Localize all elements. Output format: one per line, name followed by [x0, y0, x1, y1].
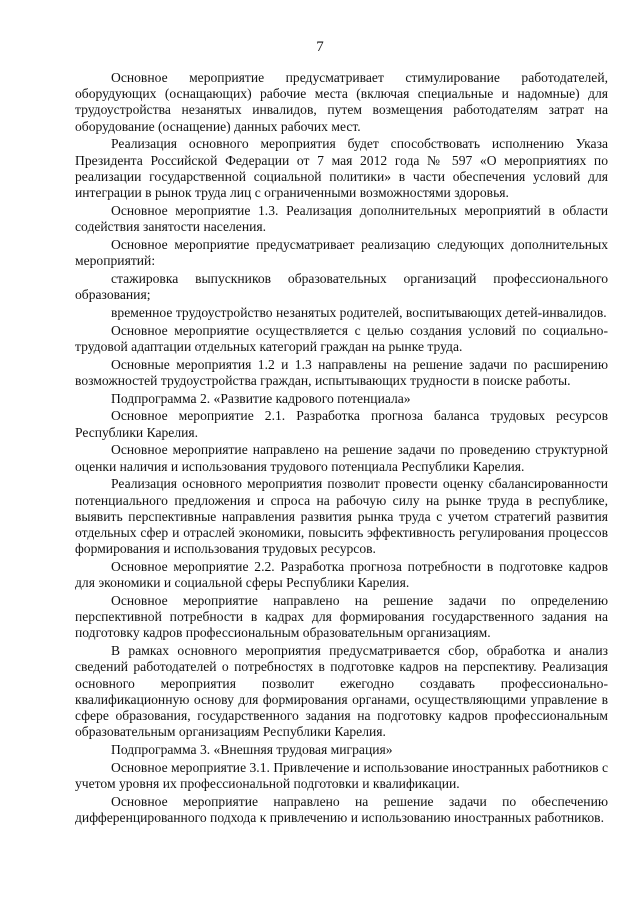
paragraph: Основное мероприятие осуществляется с целью создания условий по социально-трудовой адаптации отдельных категорий граждан на рынке труда. — [75, 322, 608, 354]
paragraph: Реализация основного мероприятия будет способствовать исполнению Указа Президента Российской Федерации от 7 мая 2012 года № 597 «О мероприятиях по реализации государственной социальной политики» в части обеспечения условий для интеграции в рынок труда лиц с ограниченными возможностями здоровья. — [75, 136, 608, 201]
page-number: 7 — [316, 39, 324, 55]
section-heading: Основное мероприятие 1.3. Реализация дополнительных мероприятий в области содействия занятости населения. — [75, 202, 608, 235]
paragraph: В рамках основного мероприятия предусматривается сбор, обработка и анализ сведений работодателей о потребностях в подготовке кадров на перспективу. Реализация основного мероприятия позволит ежегодно создавать профессионально-квалификационную основу для формирования органами, осуществляющими управление в сфере образования, государственного задания на подготовку кадров профессиональным образовательным организациям Республики Карелия. — [75, 643, 608, 740]
section-heading: Основное мероприятие 2.1. Разработка прогноза баланса трудовых ресурсов Республики Карелия. — [75, 408, 608, 440]
list-item: временное трудоустройство незанятых родителей, воспитывающих детей-инвалидов. — [111, 304, 607, 320]
paragraph: Основное мероприятие предусматривает реализацию следующих дополнительных мероприятий: — [75, 236, 608, 269]
paragraph: Основное мероприятие направлено на решение задачи по определению перспективной потребности в кадрах для формирования государственного задания на подготовку кадров профессиональным образовательным организациям. — [75, 593, 608, 641]
paragraph: Основное мероприятие направлено на решение задачи по обеспечению дифференцированного подхода к привлечению и использованию иностранных работников. — [75, 793, 608, 826]
paragraph: Основные мероприятия 1.2 и 1.3 направлены на решение задачи по расширению возможностей трудоустройства граждан, испытывающих трудности в поиске работы. — [75, 356, 608, 388]
document-body — [75, 70, 608, 828]
section-heading: Основное мероприятие 2.2. Разработка прогноза потребности в подготовке кадров для экономики и социальной сферы Республики Карелия. — [75, 559, 608, 591]
subprogram-heading: Подпрограмма 2. «Развитие кадрового потенциала» — [111, 390, 411, 406]
section-heading: Основное мероприятие 3.1. Привлечение и использование иностранных работников с учетом уровня их профессиональной подготовки и квалификации. — [75, 759, 608, 792]
subprogram-heading: Подпрограмма 3. «Внешняя трудовая миграция» — [111, 742, 393, 758]
list-item: стажировка выпускников образовательных организаций профессионального образования; — [75, 270, 608, 303]
paragraph: Основное мероприятие направлено на решение задачи по проведению структурной оценки наличия и использования трудового потенциала Республики Карелия. — [75, 442, 608, 474]
paragraph: Реализация основного мероприятия позволит провести оценку сбалансированности потенциального предложения и спроса на рабочую силу на рынке труда в республике, выявить перспективные направления развития рынка труда с учетом стратегий развития отдельных сфер и отраслей экономики, повысить эффективность регулирования процессов формирования и использования трудовых ресурсов. — [75, 476, 608, 557]
paragraph: Основное мероприятие предусматривает стимулирование работодателей, оборудующих (оснащающих) рабочие места (включая специальные и надомные) для трудоустройства незанятых инвалидов, путем возмещения работодателям затрат на оборудование (оснащение) данных рабочих мест. — [75, 70, 608, 134]
